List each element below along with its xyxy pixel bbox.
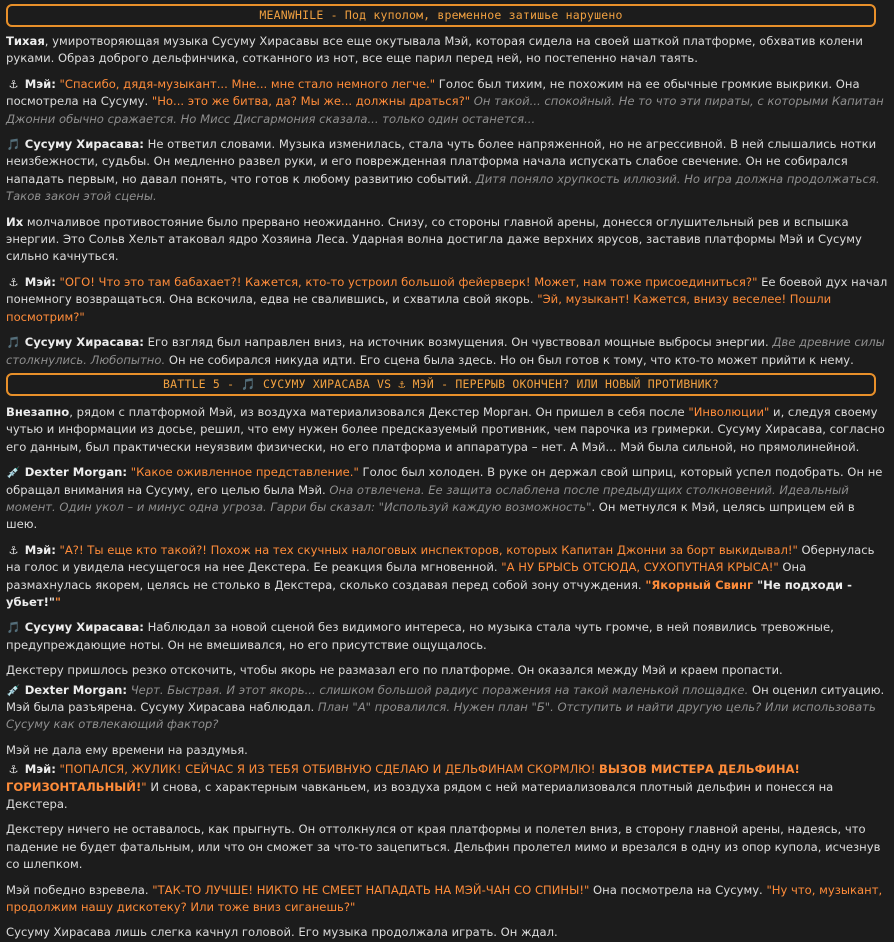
paragraph-2	[6, 76, 888, 128]
thought: . Отступить и найти другую цель? Или использовать Сусуму как отвлекающий фактор?	[6, 700, 876, 732]
quote: "Спасибо, дядя-музыкант... Мне... мне стало немного легче."	[59, 76, 436, 91]
thought-quote: "Б"	[531, 700, 551, 714]
quote: "А НУ БРЫСЬ ОТСЮДА, СУХОПУТНАЯ КРЫСА!"	[501, 560, 779, 575]
speaker-mei: Мэй:	[24, 542, 56, 557]
paragraph-11	[6, 662, 888, 679]
paragraph-8	[6, 464, 888, 534]
narration: Он оценил ситуацию. Мэй была разъярена. Сусуму Хирасава наблюдал.	[6, 682, 885, 714]
narration: Обернулась на голос и увидела несущегося на нее Декстера. Ее реакция была мгновенной.	[6, 542, 875, 575]
attack-name: "Якорный Свинг	[645, 577, 758, 592]
narration: Он не собирался никуда идти. Его сцена была здесь. Но он был готов к тому, что кто-то может прийти к нему.	[165, 352, 854, 367]
music-note-icon: 🎵	[6, 336, 21, 350]
quote: "А?! Ты еще кто такой?! Похож на тех скучных налоговых инспекторов, которых Капитан Джонни за борт выкидывал!"	[59, 542, 798, 557]
paragraph-12	[6, 682, 888, 734]
thought-quote: "А"	[352, 700, 371, 714]
speaker-susumu: Сусуму Хирасава:	[24, 335, 144, 350]
speaker-mei: Мэй:	[24, 274, 56, 289]
attack-name: ВЫЗОВ МИСТЕРА ДЕЛЬФИНА! ГОРИЗОНТАЛЬНЫЙ!	[6, 762, 800, 794]
narration: Она посмотрела на Сусуму.	[589, 882, 767, 897]
speaker-mei: Мэй:	[24, 762, 56, 777]
paragraph-7	[6, 404, 888, 456]
paragraph-10	[6, 619, 888, 654]
thought: Она отвлечена. Ее защита ослаблена после предыдущих столкновений. Идеальный момент. Один укол – и минус одна угроза. Гарри бы сказал:	[6, 482, 849, 514]
thought: Две древние силы столкнулись. Любопытно.	[6, 335, 885, 367]
anchor-icon: ⚓	[8, 77, 19, 91]
quote: "Инволюции"	[688, 404, 770, 419]
paragraph-9	[6, 542, 888, 612]
banner-meanwhile: MEANWHILE - Под куполом, временное затишье нарушено	[6, 4, 876, 27]
speaker-dexter: Dexter Morgan:	[24, 682, 128, 697]
paragraph-4	[6, 214, 888, 266]
narration: молчаливое противостояние было прервано неожиданно. Снизу, со стороны главной арены, донесся оглушительный рев и вспышка энергии. Это Сольв Хельт атаковал ядро Хозяина Леса. Ударная волна достигла даже верхних ярусов, заставив платформы Мэй и Сусуму сильно качнуться.	[6, 214, 862, 264]
narration: И снова, с характерным чавканьем, из воздуха рядом с ней материализовался плотный дельфин и понесся на Декстера.	[6, 779, 834, 812]
narration: Его взгляд был направлен вниз, на источник возмущения. Он чувствовал мощные выбросы энергии.	[143, 335, 769, 350]
thought: провалился. Нужен план	[370, 700, 532, 714]
quote: "ТАК-ТО ЛУЧШЕ! НИКТО НЕ СМЕЕТ НАПАДАТЬ НА МЭЙ-ЧАН СО СПИНЫ!"	[152, 882, 590, 897]
attack-shout: "Не подходи - убьет!"	[6, 577, 852, 609]
thought: Черт. Быстрая. И этот якорь... слишком большой радиус поражения на такой маленькой площадке.	[127, 682, 749, 697]
speaker-susumu: Сусуму Хирасава:	[24, 620, 144, 635]
narration: Она размахнулась якорем, целясь не столько в Декстера, сколько создавая перед собой зону отчуждения.	[6, 560, 807, 592]
narration: Мэй не дала ему времени на раздумья.	[6, 742, 248, 757]
thought: Дитя поняло хрупкость иллюзий. Но игра должна продолжаться. Таков закон этой сцены.	[6, 171, 880, 204]
banner-battle-5: BATTLE 5 - 🎵 СУСУМУ ХИРАСАВА VS ⚓ МЭЙ - ПЕРЕРЫВ ОКОНЧЕН? ИЛИ НОВЫЙ ПРОТИВНИК?	[6, 373, 876, 396]
quote: "Ну что, музыкант, продолжим нашу дискотеку? Или тоже вниз сиганешь?"	[6, 882, 883, 915]
quote: "ОГО! Что это там бабахает?! Кажется, кто-то устроил большой фейерверк! Может, нам тоже присоединиться?"	[59, 274, 758, 289]
narration: Наблюдал за новой сценой без видимого интереса, но музыка стала чуть громче, в ней появились тревожные, предупреждающие ноты. Он не вмешивался, но его присутствие ощущалось.	[6, 620, 834, 652]
thought-quote: "Используй каждую возможность"	[378, 499, 592, 514]
paragraph-15	[6, 821, 888, 873]
quote-end: "	[54, 594, 61, 609]
syringe-icon: 💉	[6, 683, 21, 697]
narration: . Он метнулся к Мэй, целясь шприцем ей в шею.	[6, 499, 855, 532]
quote: "Но... это же битва, да? Мы же... должны драться?"	[151, 94, 471, 109]
narration: и, следуя своему чутью и информации из досье, решил, что ему нужен более предсказуемый противник, чем парочка из гримерки. Сусуму Хирасава, согласно его данным, был практически неуязвим физически, но его платформа и аппаратура – нет. А Мэй... Мэй была сильной, но прямолинейной.	[6, 404, 885, 454]
narration: Не ответил словами. Музыка изменилась, стала чуть более напряженной, но не агрессивной. В ней слышались нотки неизбежности, судьбы. Он медленно развел руки, и его поврежденная платформа начала испускать слабое свечение. Он не собирался нападать первым, но давал понять, что готов к любому развитию событий.	[6, 137, 877, 186]
anchor-icon: ⚓	[8, 763, 19, 777]
narration: , рядом с платформой Мэй, из воздуха материализовался Декстер Морган. Он пришел в себя после	[69, 404, 689, 419]
quote-end: "	[141, 779, 147, 794]
anchor-icon: ⚓	[8, 275, 19, 289]
paragraph-6	[6, 334, 888, 369]
lead-word: Их	[6, 214, 24, 229]
thought: План	[314, 700, 353, 714]
narration: Декстеру ничего не оставалось, как прыгнуть. Он оттолкнулся от края платформы и полетел вниз, в сторону главной арены, надеясь, что падение не будет фатальным, или что он сможет за что-то зацепиться. Дельфин пролетел мимо и врезался в одну из опор купола, исчезнув со шлепком.	[6, 822, 881, 872]
narration: Мэй победно взревела.	[6, 882, 153, 897]
syringe-icon: 💉	[6, 466, 21, 480]
narration: Ее боевой дух начал понемногу возвращаться. Она вскочила, едва не свалившись, и схватила свой якорь.	[6, 274, 888, 307]
paragraph-3	[6, 136, 888, 206]
lead-word: Тихая	[6, 34, 45, 48]
paragraph-5	[6, 274, 888, 326]
paragraph-1	[6, 33, 888, 68]
narration: Сусуму Хирасава лишь слегка качнул головой. Его музыка продолжала играть. Он ждал.	[6, 925, 558, 940]
thought: Он такой... спокойный. Не то что эти пираты, с которыми Капитан Джонни обычно сражается. Но Мисс Дисгармония сказала... только один останется...	[6, 94, 884, 126]
music-note-icon: 🎵	[6, 138, 21, 152]
speaker-susumu: Сусуму Хирасава:	[24, 137, 144, 152]
paragraph-17	[6, 924, 888, 941]
narration: Голос был тихим, не похожим на ее обычные громкие выкрики. Она посмотрела на Сусуму.	[6, 76, 860, 109]
paragraph-13	[6, 742, 888, 759]
quote: "Эй, музыкант! Кажется, внизу веселее! Пошли посмотрим?"	[6, 292, 832, 324]
paragraph-16	[6, 882, 888, 917]
narration: Голос был холоден. В руке он держал свой шприц, который успел подобрать. Он не обращал внимания на Сусуму, его целью была Мэй.	[6, 465, 883, 497]
paragraph-14	[6, 761, 888, 813]
speaker-dexter: Dexter Morgan:	[24, 465, 128, 480]
narration: , умиротворяющая музыка Сусуму Хирасавы все еще окутывала Мэй, которая сидела на своей шаткой платформе, обхватив колени руками. Образ доброго дельфинчика, сотканного из нот, все еще парил перед ней, но постепенно начал таять.	[6, 34, 863, 66]
lead-word: Внезапно	[6, 404, 70, 419]
quote: "Какое оживленное представление."	[130, 465, 359, 480]
speaker-mei: Мэй:	[24, 76, 56, 91]
music-note-icon: 🎵	[6, 621, 21, 635]
anchor-icon: ⚓	[8, 543, 19, 557]
narration: Декстеру пришлось резко отскочить, чтобы якорь не размазал его по платформе. Он оказался между Мэй и краем пропасти.	[6, 663, 783, 678]
quote: "ПОПАЛСЯ, ЖУЛИК! СЕЙЧАС Я ИЗ ТЕБЯ ОТБИВНУЮ СДЕЛАЮ И ДЕЛЬФИНАМ СКОРМЛЮ!	[59, 762, 600, 777]
